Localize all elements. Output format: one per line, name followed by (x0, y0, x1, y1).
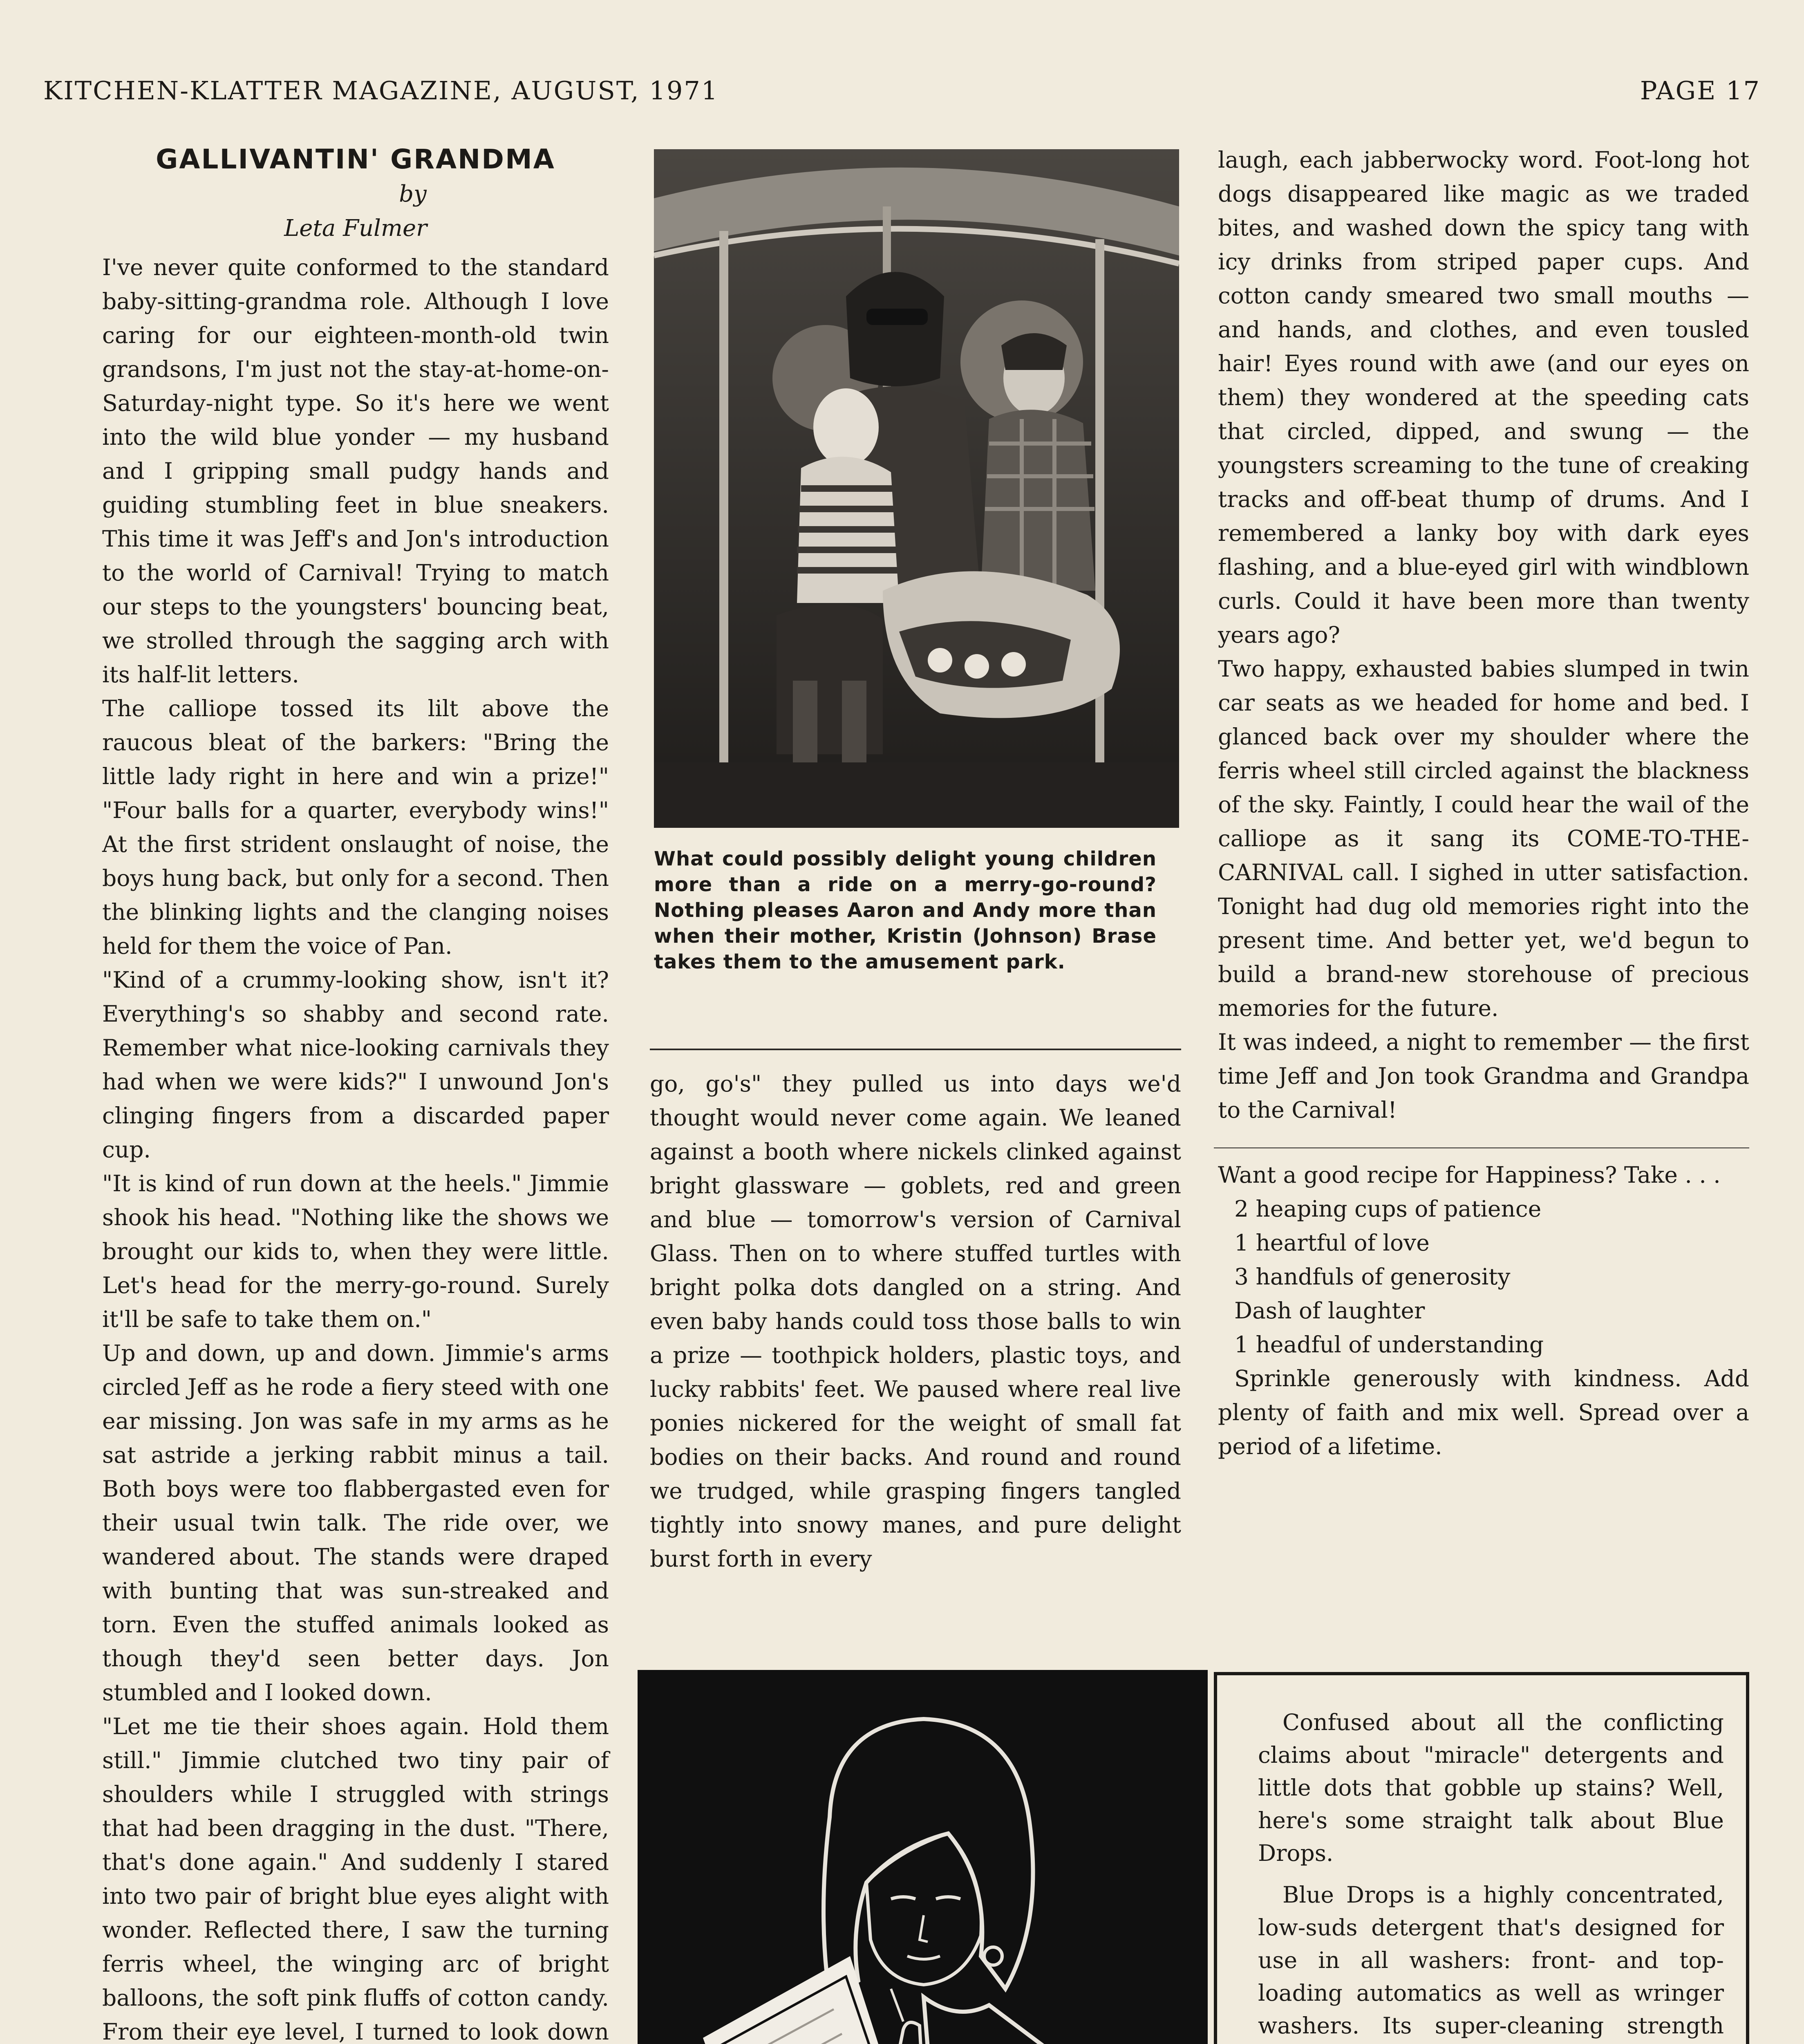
page-header (43, 76, 1761, 112)
article-author: Leta Fulmer (284, 215, 427, 242)
paragraph: Up and down, up and down. Jimmie's arms circled Jeff as he rode a fiery steed with one ear missing. Jon was safe in my arms as he sat astride a jerking rabbit minus a tail. Both boys were too flabbergasted even for their usual twin talk. The ride over, we wandered about. The stands were draped with bunting that was sun-streaked and torn. Even the stuffed animals looked as though they'd seen better days. Jon stumbled and I looked down. (102, 1340, 609, 1706)
recipe-item: 3 handfuls of generosity (1234, 1264, 1511, 1290)
recipe-item: 1 headful of understanding (1234, 1331, 1544, 1358)
ad-paragraph: Confused about all the conflicting claims about "miracle" detergents and little dots that gobble up stains? Well, here's some straight talk about Blue Drops. (1258, 1709, 1724, 1866)
photo-caption: What could possibly delight young children more than a ride on a merry-go-round? Nothing pleases Aaron and Andy more than when their mother, Kristin (Johnson) Brase takes them to the amusement park. (654, 847, 1157, 973)
article-title: GALLIVANTIN' GRANDMA (156, 143, 555, 175)
woman-reading-illustration (638, 1670, 1208, 2044)
paragraph: laugh, each jabberwocky word. Foot-long hot dogs disappeared like magic as we traded bites, and washed down the spicy tang with icy drinks from striped paper cups. And cotton candy smeared two small mouths — and hands, and clothes, and even tousled hair! Eyes round with awe (and our eyes on them) they wondered at the speeding cats that circled, dipped, and swung — the youngsters screaming to the tune of creaking tracks and off-beat thump of drums. And I remembered a lanky boy with dark eyes flashing, and a blue-eyed girl with windblown curls. Could it have been more than twenty years ago? (1218, 147, 1749, 648)
recipe-item: 1 heartful of love (1234, 1230, 1430, 1256)
magazine-title: KITCHEN-KLATTER MAGAZINE, AUGUST, 1971 (43, 76, 719, 105)
paragraph: I've never quite conformed to the standard baby-sitting-grandma role. Although I love caring for our eighteen-month-old twin grandsons, I'm just not the stay-at-home-on-Saturday-night type. So it's here we went into the wild blue yonder — my husband and I gripping small pudgy hands and guiding stumbling feet in blue sneakers. This time it was Jeff's and Jon's introduction to the world of Carnival! Trying to match our steps to the youngsters' bouncing beat, we strolled through the sagging arch with its half-lit letters. (102, 254, 609, 688)
paragraph: "Let me tie their shoes again. Hold them still." Jimmie clutched two tiny pair of shoulders while I struggled with strings that had been dragging in the dust. "There, that's done again." And suddenly I stared into two pair of bright blue eyes alight with wonder. Reflected there, I saw the turning ferris wheel, the winging arc of bright balloons, the soft pink fluffs of cotton candy. From their eye level, I turned to look down (102, 1713, 609, 2044)
carousel-photo (654, 149, 1179, 828)
recipe-intro: Want a good recipe for Happiness? Take . . . (1218, 1162, 1721, 1188)
ad-illustration (638, 1670, 1208, 2044)
article-column-2 (650, 1067, 1181, 1576)
recipe-closing: Sprinkle generously with kindness. Add plenty of faith and mix well. Spread over a period of a lifetime. (1218, 1365, 1749, 1459)
ad-paragraph: Blue Drops is a highly concentrated, low-suds detergent that's designed for use in all washers: front- and top-loading automatics as well as wringer washers. Its super-cleaning strength (1258, 1882, 1724, 2039)
recipe-item: 2 heaping cups of patience (1234, 1196, 1542, 1222)
article-column-3 (1218, 143, 1749, 1464)
article-column-1 (102, 141, 609, 2044)
ad-copy (1258, 1706, 1724, 2044)
paragraph: go, go's" they pulled us into days we'd thought would never come again. We leaned against a booth where nickels clinked against bright glassware — goblets, red and green and blue — tomorrow's version of Carnival Glass. Then on to where stuffed turtles with bright polka dots dangled on a string. And even baby hands could toss those balls to win a prize — toothpick holders, plastic toys, and lucky rabbits' feet. We paused where real live ponies nickered for the weight of small fat bodies on their backs. And round and round we trudged, while grasping fingers tangled tightly into snowy manes, and pure delight burst forth in every (650, 1071, 1181, 1572)
paragraph: It was indeed, a night to remember — the first time Jeff and Jon took Grandma and Grandpa to the Carnival! (1218, 1029, 1749, 1123)
paragraph: The calliope tossed its lilt above the raucous bleat of the barkers: "Bring the little lady right in here and win a prize!" "Four balls for a quarter, everybody wins!" At the first strident onslaught of noise, the boys hung back, but only for a second. Then the blinking lights and the clanging noises held for them the voice of Pan. (102, 695, 609, 959)
paragraph: "It is kind of run down at the heels." Jimmie shook his head. "Nothing like the shows we brought our kids to, when they were little. Let's head for the merry-go-round. Surely it'll be safe to take them on." (102, 1170, 609, 1332)
page-number: PAGE 17 (1640, 76, 1761, 105)
recipe-list (1234, 1192, 1749, 1362)
carousel-photo-illustration (654, 149, 1179, 828)
paragraph: Two happy, exhausted babies slumped in twin car seats as we headed for home and bed. I glanced back over my shoulder where the ferris wheel still circled against the blackness of the sky. Faintly, I could hear the wail of the calliope as it sang its COME-TO-THE-CARNIVAL call. I sighed in utter satisfaction. Tonight had dug old memories right into the present time. And better yet, we'd begun to build a brand-new storehouse of precious memories for the future. (1218, 656, 1749, 1021)
paragraph: "Kind of a crummy-looking show, isn't it? Everything's so shabby and second rate. Remember what nice-looking carnivals they had when we were kids?" I unwound Jon's clinging fingers from a discarded paper cup. (102, 967, 609, 1163)
recipe-item: Dash of laughter (1234, 1298, 1425, 1324)
caption-divider (650, 1049, 1181, 1050)
ad-text-box (1214, 1672, 1749, 2044)
byline-by: by (399, 181, 427, 207)
